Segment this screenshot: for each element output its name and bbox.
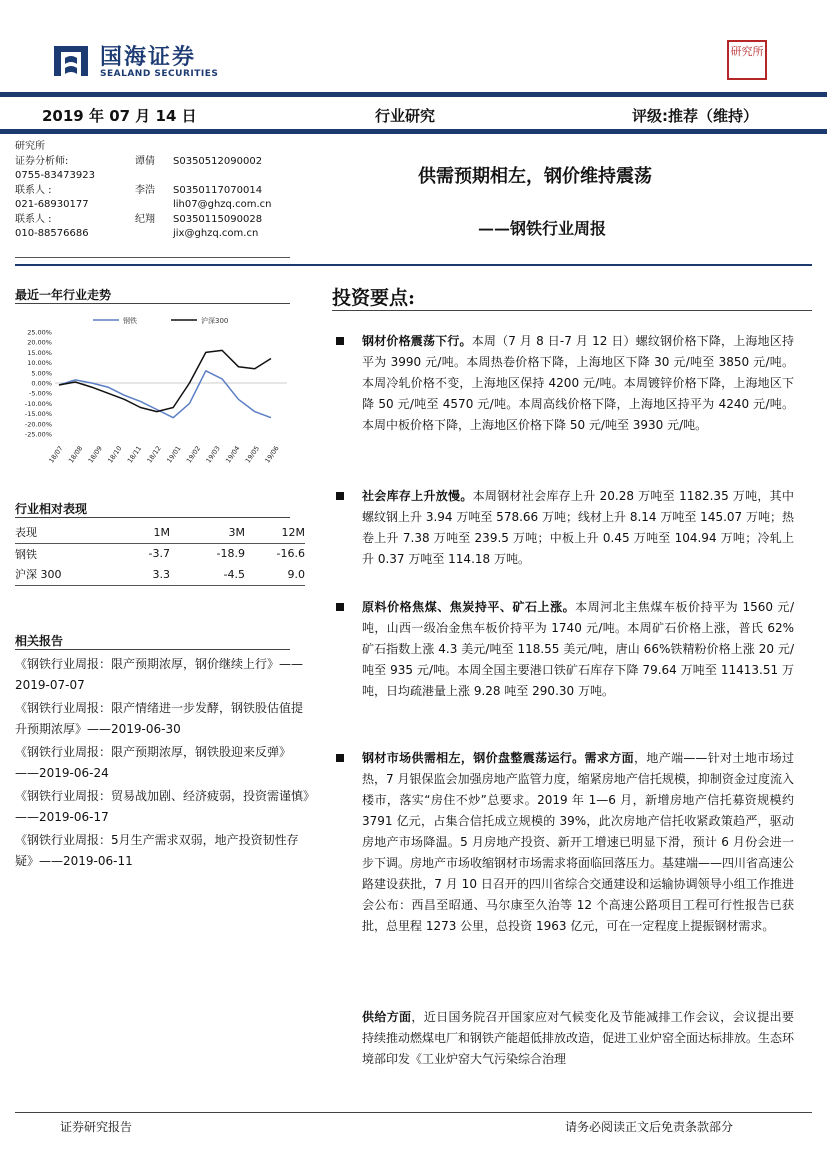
x-tick-label: 18/12 <box>145 444 163 465</box>
analyst-name: 谭倩 <box>135 155 155 167</box>
analyst-email[interactable]: lih07@ghzq.com.cn <box>173 199 272 210</box>
paragraph-text: 本周河北主焦煤车板价持平为 1560 元/吨，山西一级冶金焦车板价持平为 1740 元/吨。本周矿石价格上涨，普氏 62%矿石指数上涨 4.3 美元/吨至 118.55 美元/吨，唐山 66%铁精粉价格上涨 20 元/吨至 935 元/吨。本周全国主要港口铁矿石库存下降 79.64 万吨至 11413.51 万吨，日均疏港量上涨 9.28 吨至 290.30 万吨。 <box>362 600 794 698</box>
highlight-paragraph <box>362 1007 794 1070</box>
series-line <box>59 350 271 411</box>
analyst-row <box>15 169 305 184</box>
table-cell: 钢铁 <box>15 547 37 561</box>
y-tick-label: 20.00% <box>27 338 52 347</box>
related-report-link[interactable]: 《钢铁行业周报：限产预期浓厚，钢价继续上行》——2019-07-07 <box>15 657 304 692</box>
analyst-row <box>15 213 305 228</box>
paragraph-text: 本周钢材社会库存上升 20.28 万吨至 1182.35 万吨，其中螺纹钢上升 3.94 万吨至 578.66 万吨；线材上升 8.14 万吨至 145.07 万吨；热卷上升 7.38 万吨至 239.5 万吨；中板上升 0.45 万吨至 104.94 万吨；冷轧上升 0.37 万吨至 114.18 万吨。 <box>362 489 794 566</box>
legend-label: 沪深300 <box>201 317 229 325</box>
highlight-paragraph <box>336 748 794 937</box>
paragraph-lead: 钢材市场供需相左，钢价盘整震荡运行。需求方面 <box>362 751 634 765</box>
x-tick-label: 18/07 <box>47 444 65 465</box>
y-tick-label: -25.00% <box>24 430 52 439</box>
highlight-paragraph <box>336 486 794 570</box>
analyst-role: 联系人 : <box>15 184 52 196</box>
sealand-logo <box>52 40 262 86</box>
related-reports-list <box>15 654 311 874</box>
analyst-phone: 0755-83473923 <box>15 170 95 181</box>
x-tick-label: 19/06 <box>263 444 281 465</box>
table-header-cell: 12M <box>245 522 305 543</box>
trend-section-title: 最近一年行业走势 <box>15 288 112 302</box>
x-tick-label: 19/01 <box>165 444 183 465</box>
analyst-cert: S0350512090002 <box>173 155 263 167</box>
table-cell: 3.3 <box>120 564 170 585</box>
table-cell: 沪深 300 <box>15 564 120 585</box>
chart-x-axis <box>47 383 287 464</box>
sealand-logo-icon <box>52 42 90 80</box>
chart-legend <box>93 316 228 325</box>
analyst-email[interactable]: jix@ghzq.com.cn <box>173 228 259 239</box>
divider <box>332 310 812 311</box>
table-cell: -16.6 <box>276 547 305 561</box>
table-header-row <box>15 522 305 543</box>
performance-table <box>15 522 305 586</box>
y-tick-label: -15.00% <box>24 410 52 419</box>
logo-english-name: SEALAND SECURITIES <box>100 69 219 79</box>
highlight-paragraph <box>336 597 794 702</box>
analyst-name: 纪翔 <box>135 213 155 225</box>
table-row <box>15 564 305 585</box>
series-line <box>59 371 271 418</box>
related-report-link[interactable]: 《钢铁行业周报：限产预期浓厚，钢铁股迎来反弹》——2019-06-24 <box>15 745 292 780</box>
y-tick-label: 5.00% <box>31 369 52 378</box>
x-tick-label: 19/04 <box>224 444 242 465</box>
related-reports-title: 相关报告 <box>15 634 64 648</box>
square-bullet-icon <box>336 492 344 500</box>
department-label: 研究所 <box>15 141 45 152</box>
analyst-row <box>15 227 305 242</box>
x-tick-label: 19/05 <box>243 444 262 465</box>
divider <box>15 649 290 650</box>
research-stamp: 研究所 <box>727 40 767 80</box>
report-rating: 评级:推荐（维持） <box>632 107 758 125</box>
square-bullet-icon <box>336 603 344 611</box>
square-bullet-icon <box>336 754 344 762</box>
analyst-cert: S0350115090028 <box>173 213 263 225</box>
paragraph-lead: 社会库存上升放慢。 <box>362 489 473 503</box>
chart-y-axis <box>25 329 52 439</box>
table-cell: 9.0 <box>245 564 305 585</box>
legend-label: 钢铁 <box>123 317 137 325</box>
x-tick-label: 19/03 <box>204 444 222 465</box>
analyst-cert: S0350117070014 <box>173 184 263 196</box>
analyst-role: 联系人 : <box>15 213 52 225</box>
analyst-name: 李浩 <box>135 184 155 196</box>
x-tick-label: 19/02 <box>184 444 203 465</box>
header-banner <box>0 92 827 134</box>
analyst-row <box>15 184 305 199</box>
table-cell: -3.7 <box>148 547 170 561</box>
logo-chinese-name: 国海证券 <box>100 45 197 70</box>
x-tick-label: 18/10 <box>106 444 124 465</box>
report-title: 供需预期相左，钢价维持震荡 <box>418 166 652 187</box>
table-row <box>15 543 305 564</box>
paragraph-lead: 供给方面 <box>362 1010 412 1024</box>
analyst-row <box>15 155 305 170</box>
footer-disclaimer: 请务必阅读正文后免责条款部分 <box>565 1120 734 1134</box>
y-tick-label: 0.00% <box>31 379 52 388</box>
highlight-paragraph <box>336 331 794 436</box>
table-header-cell: 3M <box>170 522 245 543</box>
related-report-link[interactable]: 《钢铁行业周报：限产情绪进一步发酵，钢铁股估值提升预期浓厚》——2019-06-30 <box>15 701 304 736</box>
y-tick-label: -20.00% <box>24 420 52 429</box>
y-tick-label: 15.00% <box>27 348 52 357</box>
x-tick-label: 18/11 <box>125 444 144 465</box>
performance-section-title: 行业相对表现 <box>15 502 88 516</box>
y-tick-label: -5.00% <box>29 389 52 398</box>
paragraph-lead: 钢材价格震荡下行。 <box>362 334 472 348</box>
paragraph-text: ，地产端——针对土地市场过热，7 月银保监会加强房地产监管力度，缩紧房地产信托规模，抑制资金过度流入楼市，落实“房住不炒”总要求。2019 年 1—6 月，新增房地产信托募资规模约 3791 亿元，占集合信托成立规模的 39%，此次房地产信托收紧政策趋严，驱动房地产市场降温。5 月房地产投资、新开工增速已明显下滑，预计 6 月份会进一步下调。房地产市场收缩钢材市场需求将面临回落压力。基建端——四川省高速公路建设获批，7 月 10 日召开的四川省综合交通建设和运输协调领导小组工作推进会公布：西昌至昭通、马尔康至久治等 12 个高速公路项目工程可行性报告已获批，总里程 1273 公里，总投资 1963 亿元，可在一定程度上提振钢材需求。 <box>362 751 795 933</box>
x-tick-label: 18/09 <box>86 444 104 465</box>
trend-chart <box>15 310 295 470</box>
divider <box>15 1112 812 1113</box>
divider <box>15 264 812 266</box>
square-bullet-icon <box>336 337 344 345</box>
chart-series <box>59 350 271 417</box>
analyst-info <box>15 140 305 242</box>
footer-left-text: 证券研究报告 <box>60 1120 133 1134</box>
analyst-role: 证券分析师: <box>15 155 69 167</box>
paragraph-lead: 原料价格焦煤、焦炭持平、矿石上涨。 <box>362 600 576 614</box>
x-tick-label: 18/08 <box>66 444 85 465</box>
paragraph-text: ，近日国务院召开国家应对气候变化及节能减排工作会议，会议提出要持续推动燃煤电厂和钢铁产能超低排放改造，促进工业炉窑全面达标排放。生态环境部印发《工业炉窑大气污染综合治理 <box>362 1010 795 1066</box>
table-header-cell: 1M <box>120 522 170 543</box>
related-report-link[interactable]: 《钢铁行业周报：贸易战加剧、经济疲弱，投资需谨慎》——2019-06-17 <box>15 789 310 824</box>
table-cell: -4.5 <box>170 564 245 585</box>
table-cell: -18.9 <box>216 547 245 561</box>
paragraph-text: 本周（7 月 8 日-7 月 12 日）螺纹钢价格下降，上海地区持平为 3990 元/吨。本周热卷价格下降，上海地区下降 30 元/吨至 3850 元/吨。本周冷轧价格不变，上海地区保持 4200 元/吨。本周镀锌价格下降，上海地区下降 50 元/吨至 4570 元/吨。本周高线价格下降，上海地区持平为 4240 元/吨。本周中板价格下降，上海地区价格下降 50 元/吨至 3930 元/吨。 <box>362 334 794 432</box>
divider <box>15 517 290 518</box>
report-category: 行业研究 <box>375 107 436 125</box>
y-tick-label: 10.00% <box>27 359 52 368</box>
y-tick-label: 25.00% <box>27 328 52 337</box>
report-subtitle: ——钢铁行业周报 <box>478 219 607 238</box>
analyst-phone: 021-68930177 <box>15 199 89 210</box>
y-tick-label: -10.00% <box>24 399 52 408</box>
report-date: 2019 年 07 月 14 日 <box>42 107 197 125</box>
analyst-phone: 010-88576686 <box>15 228 89 239</box>
invest-highlights-title: 投资要点: <box>332 287 416 309</box>
table-header-cell: 表现 <box>15 522 120 543</box>
related-report-link[interactable]: 《钢铁行业周报：5月生产需求双弱，地产投资韧性存疑》——2019-06-11 <box>15 833 299 868</box>
divider <box>15 303 290 304</box>
analyst-row <box>15 198 305 213</box>
divider <box>15 257 290 258</box>
